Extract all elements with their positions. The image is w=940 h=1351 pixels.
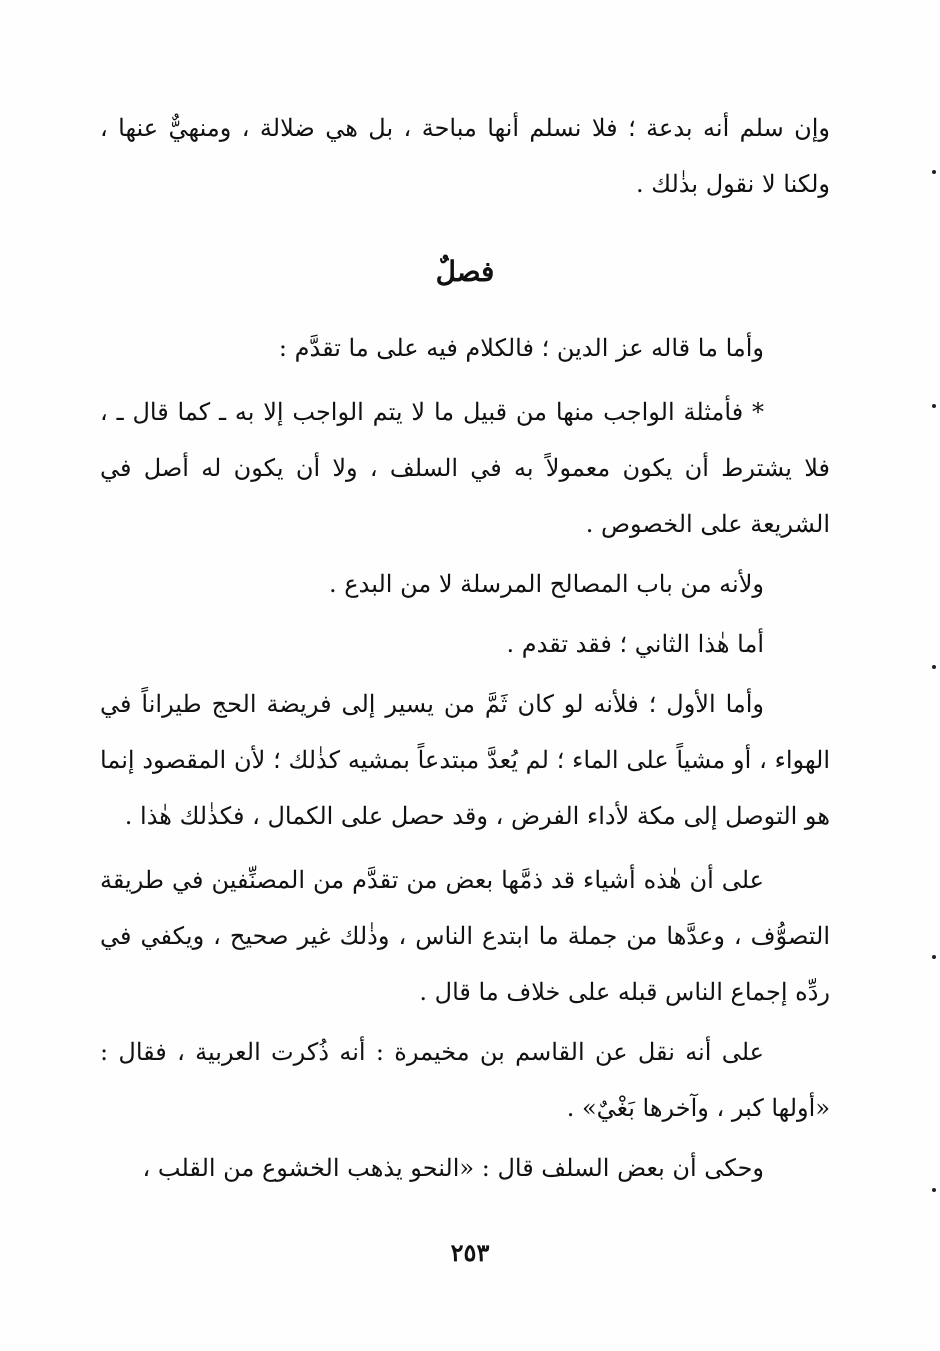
scan-dot-2 bbox=[932, 404, 936, 408]
page-number: ٢٥٣ bbox=[450, 1238, 490, 1267]
paragraph-9: وحكى أن بعض السلف قال : «النحو يذهب الخشوع من القلب ، bbox=[142, 1154, 764, 1182]
paragraph-4: ولأنه من باب المصالح المرسلة لا من البدع . bbox=[329, 570, 764, 598]
scan-dot-4 bbox=[932, 955, 936, 959]
paragraph-6: وأما الأول ؛ فلأنه لو كان ثَمَّ من يسير إلى فريضة الحج طيراناً في الهواء ، أو مشياً على الماء ؛ لم يُعدَّ مبتدعاً بمشيه كذٰلك ؛ لأن المقصود إنما هو التوصل إلى مكة لأداء الفرض ، وقد حصل على الكمال ، فكذٰلك هٰذا . bbox=[100, 690, 830, 830]
paragraph-5: أما هٰذا الثاني ؛ فقد تقدم . bbox=[506, 630, 764, 658]
paragraph-2: وأما ما قاله عز الدين ؛ فالكلام فيه على ما تقدَّم : bbox=[278, 334, 764, 362]
section-heading: فصلٌ bbox=[435, 255, 495, 288]
scan-dot-5 bbox=[932, 1188, 936, 1192]
paragraph-3: * فأمثلة الواجب منها من قبيل ما لا يتم الواجب إلا به ـ كما قال ـ ، فلا يشترط أن يكون معمولاً به في السلف ، ولا أن يكون له أصل في الشريعة على الخصوص . bbox=[100, 398, 830, 538]
paragraph-1: وإن سلم أنه بدعة ؛ فلا نسلم أنها مباحة ، بل هي ضلالة ، ومنهيٌّ عنها ، ولكنا لا نقول بذٰلك . bbox=[100, 114, 830, 198]
paragraph-7: على أن هٰذه أشياء قد ذمَّها بعض من تقدَّم من المصنِّفين في طريقة التصوُّف ، وعدَّها من جملة ما ابتدع الناس ، وذٰلك غير صحيح ، ويكفي في ردِّه إجماع الناس قبله على خلاف ما قال . bbox=[100, 866, 830, 1006]
body-text bbox=[100, 100, 830, 1196]
scan-dot-1 bbox=[932, 170, 936, 174]
scan-dot-3 bbox=[932, 665, 936, 669]
paragraph-8: على أنه نقل عن القاسم بن مخيمرة : أنه ذُكرت العربية ، فقال : «أولها كبر ، وآخرها بَغْيٌ» . bbox=[100, 1038, 830, 1122]
